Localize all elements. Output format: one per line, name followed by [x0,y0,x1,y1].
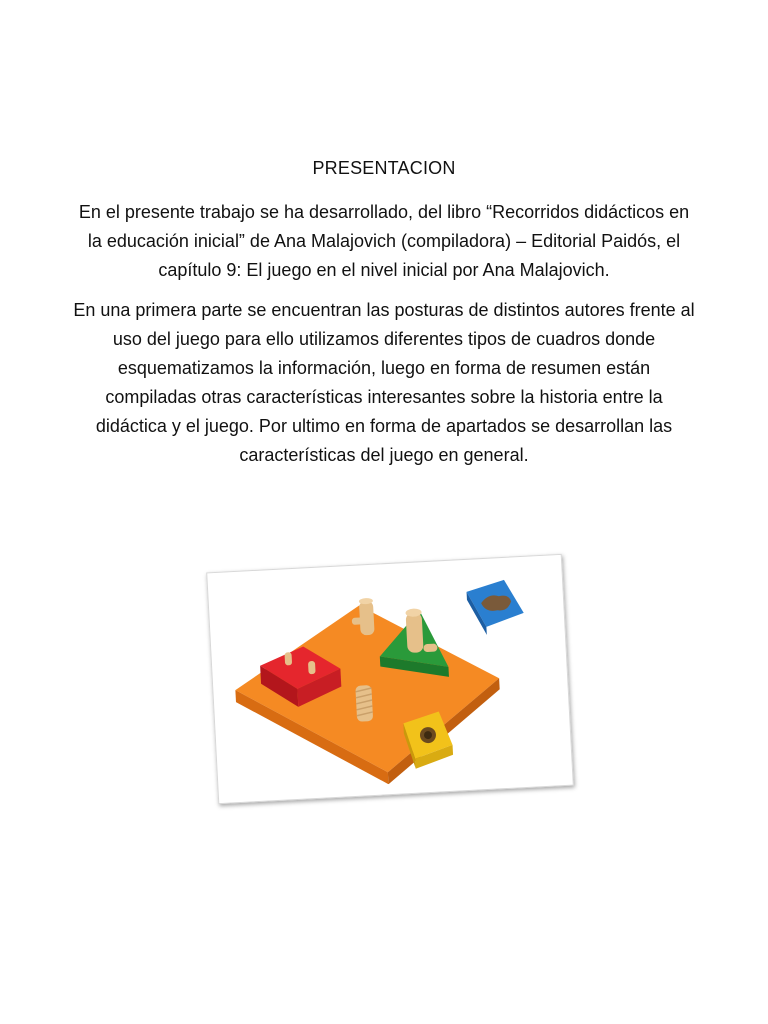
intro-paragraph: En el presente trabajo se ha desarrollado, del libro “Recorridos didácticos en la educación inicial” de Ana Malajovich (compiladora) – Editorial Paidós, el capítulo 9: El juego en el nivel inicial por Ana Malajovich. [78,202,690,280]
green-triangle-small-peg [423,643,437,652]
description-paragraph: En una primera parte se encuentran las posturas de distintos autores frente al uso del juego para ello utilizamos diferentes tipos de cuadros donde esquematizamos la información, luego en forma de resumen están compiladas otras características interesantes sobre la historia entre la didáctica y el juego. Por ultimo en forma de apartados se desarrollan las características del juego en general. [73,300,695,465]
tall-wooden-peg-ring [352,617,364,625]
toy-photo-frame [206,554,574,804]
green-triangle-peg [406,612,424,653]
red-block-peg-2 [308,661,316,674]
shape-sorter-toy-illustration [218,565,563,792]
page-title: PRESENTACION [312,158,456,178]
toy-photo [218,565,563,792]
red-block-peg-1 [284,652,292,665]
